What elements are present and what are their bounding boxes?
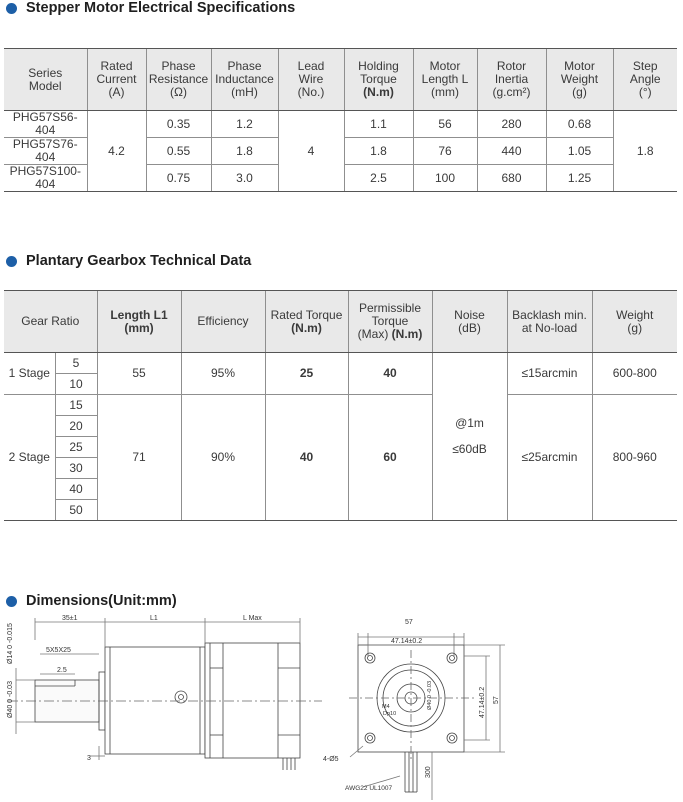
header-weight: Weight (g) (592, 291, 677, 353)
ratio-cell: 5 (55, 353, 97, 374)
dim-flange-diameter: Ø40 0 -0.03 (7, 681, 14, 718)
header-noise: Noise (dB) (432, 291, 507, 353)
header-holding-torque: Holding Torque (N.m) (344, 49, 413, 111)
inductance-cell: 1.8 (211, 138, 278, 165)
rated-current-cell: 4.2 (87, 111, 146, 192)
gearbox-table (4, 290, 677, 521)
backlash-cell: ≤25arcmin (507, 395, 592, 521)
weight-cell: 1.05 (546, 138, 613, 165)
dim-boss-diameter: Ø40 0 -0.03 (427, 680, 433, 710)
table-row (4, 111, 677, 138)
length-cell: 55 (97, 353, 181, 395)
dim-key-depth: 2.5 (57, 667, 67, 674)
permissible-torque-cell: 40 (348, 353, 432, 395)
header-lead-wire: Lead Wire (No.) (278, 49, 344, 111)
header-permissible-torque: Permissible Torque (Max) (N.m) (348, 291, 432, 353)
bullet-icon (6, 596, 17, 607)
weight-cell: 600-800 (592, 353, 677, 395)
ratio-cell: 15 (55, 395, 97, 416)
model-cell: PHG57S56-404 (4, 111, 87, 138)
dim-hole-spacing-vertical: 47.14±0.2 (479, 686, 486, 718)
header-efficiency: Efficiency (181, 291, 265, 353)
stage-label: 1 Stage (4, 353, 55, 395)
resistance-cell: 0.55 (146, 138, 211, 165)
dim-l1: L1 (150, 615, 158, 622)
ratio-cell: 10 (55, 374, 97, 395)
dim-depth: Dp10 (383, 711, 397, 717)
table-row (4, 353, 677, 374)
dim-three: 3 (87, 755, 91, 762)
permissible-torque-cell: 60 (348, 395, 432, 521)
header-phase-resistance: Phase Resistance (Ω) (146, 49, 211, 111)
inertia-cell: 680 (477, 165, 546, 192)
inertia-cell: 280 (477, 111, 546, 138)
rated-torque-cell: 25 (265, 353, 348, 395)
length-cell: 71 (97, 395, 181, 521)
model-cell: PHG57S100-404 (4, 165, 87, 192)
dim-shaft-diameter: Ø14 0 -0.015 (7, 623, 14, 664)
dim-wire-spec: AWG22 UL1007 (345, 785, 393, 792)
backlash-cell: ≤15arcmin (507, 353, 592, 395)
weight-cell: 1.25 (546, 165, 613, 192)
dim-hole-spacing: 47.14±0.2 (391, 638, 423, 645)
section-title-gearbox: Plantary Gearbox Technical Data (6, 253, 251, 269)
header-length: Length L1 (mm) (97, 291, 181, 353)
header-motor-weight: Motor Weight (g) (546, 49, 613, 111)
ratio-cell: 50 (55, 500, 97, 521)
dim-lmax: L Max (243, 615, 262, 622)
rated-torque-cell: 40 (265, 395, 348, 521)
inductance-cell: 3.0 (211, 165, 278, 192)
weight-cell: 0.68 (546, 111, 613, 138)
section-title-dimensions: Dimensions(Unit:mm) (6, 593, 177, 609)
motor-spec-table (4, 48, 677, 192)
stage-label: 2 Stage (4, 395, 55, 521)
dim-height: 57 (493, 696, 500, 704)
ratio-cell: 20 (55, 416, 97, 437)
header-gear-ratio: Gear Ratio (4, 291, 97, 353)
length-cell: 56 (413, 111, 477, 138)
dim-shaft-length: 35±1 (62, 615, 78, 622)
resistance-cell: 0.75 (146, 165, 211, 192)
torque-cell: 1.1 (344, 111, 413, 138)
lead-wire-cell: 4 (278, 111, 344, 192)
inertia-cell: 440 (477, 138, 546, 165)
header-motor-length: Motor Length L (mm) (413, 49, 477, 111)
section-title-motor: Stepper Motor Electrical Specifications (6, 0, 295, 16)
resistance-cell: 0.35 (146, 111, 211, 138)
ratio-cell: 30 (55, 458, 97, 479)
header-rated-current: Rated Current (A) (87, 49, 146, 111)
dimension-drawing (0, 610, 683, 802)
step-angle-cell: 1.8 (613, 111, 677, 192)
header-rated-torque: Rated Torque (N.m) (265, 291, 348, 353)
header-step-angle: Step Angle (°) (613, 49, 677, 111)
dim-width: 57 (405, 619, 413, 626)
torque-cell: 2.5 (344, 165, 413, 192)
side-view (8, 618, 322, 770)
length-cell: 76 (413, 138, 477, 165)
ratio-cell: 25 (55, 437, 97, 458)
bullet-icon (6, 256, 17, 267)
length-cell: 100 (413, 165, 477, 192)
header-backlash: Backlash min. at No-load (507, 291, 592, 353)
header-phase-inductance: Phase Inductance (mH) (211, 49, 278, 111)
efficiency-cell: 90% (181, 395, 265, 521)
dim-holes: 4-Ø5 (323, 756, 339, 763)
bullet-icon (6, 3, 17, 14)
table-row (4, 395, 677, 416)
dim-key: 5X5X25 (46, 647, 71, 654)
noise-cell: @1m ≤60dB (432, 353, 507, 521)
efficiency-cell: 95% (181, 353, 265, 395)
inductance-cell: 1.2 (211, 111, 278, 138)
model-cell: PHG57S76-404 (4, 138, 87, 165)
torque-cell: 1.8 (344, 138, 413, 165)
dim-thread: M4 (382, 704, 390, 710)
header-series-model: Series Model (4, 49, 87, 111)
dim-wire-length: 300 (425, 766, 432, 778)
header-rotor-inertia: Rotor Inertia (g.cm²) (477, 49, 546, 111)
ratio-cell: 40 (55, 479, 97, 500)
weight-cell: 800-960 (592, 395, 677, 521)
